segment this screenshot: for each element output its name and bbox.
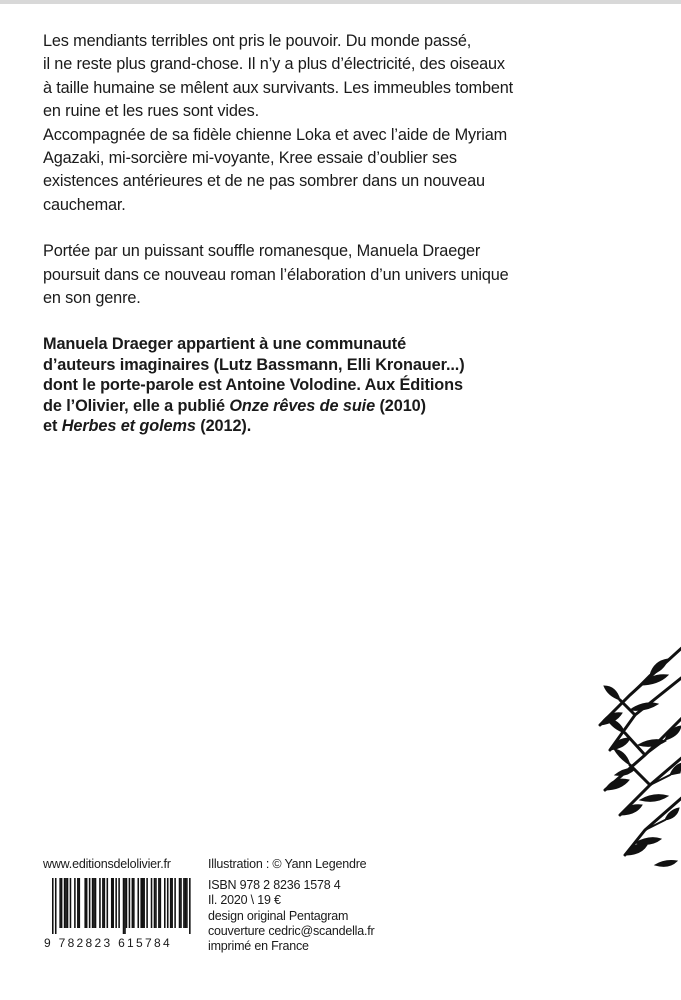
barcode-bar [132, 878, 134, 928]
barcode-bar [151, 878, 153, 928]
barcode-bar [92, 878, 94, 928]
bio-line: Manuela Draeger appartient à une communauté [43, 335, 407, 353]
barcode-bar [137, 878, 139, 928]
barcode-bar [59, 878, 61, 928]
barcode-bar [111, 878, 113, 928]
barcode-bar [74, 878, 76, 928]
tree-illustration [590, 615, 681, 885]
barcode-digits: 9 782823 615784 [44, 936, 172, 950]
barcode-bar [140, 878, 142, 928]
barcode-bar [180, 878, 182, 928]
bio-line-start: de l’Olivier, elle a publié [43, 396, 230, 415]
barcode-bar [129, 878, 131, 928]
barcode-bar [104, 878, 106, 928]
design-credit: design original Pentagram [208, 908, 349, 923]
barcode-bar [61, 878, 63, 928]
barcode-bar [99, 878, 101, 928]
blurb-line: il ne reste plus grand-chose. Il n’y a plus d’électricité, des oiseaux [43, 55, 505, 74]
barcode-bar [124, 878, 126, 934]
author-bio [43, 334, 563, 437]
barcode-bar [171, 878, 173, 928]
barcode-bar [67, 878, 69, 928]
bio-line-start: et [43, 417, 62, 436]
barcode-bar [126, 878, 128, 928]
colophon-credits [208, 857, 375, 954]
barcode-bar [123, 878, 125, 934]
barcode-bar [93, 878, 95, 928]
barcode-bar [174, 878, 176, 928]
back-cover-blurb [43, 30, 573, 310]
blurb-line: poursuit dans ce nouveau roman l’élaboration d’un univers unique [43, 265, 509, 284]
barcode-bar [107, 878, 109, 928]
barcode-bar [79, 878, 81, 928]
blurb-line: en son genre. [43, 289, 141, 308]
barcode-bar [77, 878, 79, 928]
blurb-line: en ruine et les rues sont vides. [43, 102, 260, 121]
book-title-herbes-golems: Herbes et golems [61, 417, 196, 436]
barcode-bar [52, 878, 54, 934]
barcode-bar [146, 878, 148, 928]
barcode-bar [133, 878, 135, 928]
barcode-bar [154, 878, 156, 928]
barcode-bar [167, 878, 169, 928]
barcode-bar [179, 878, 181, 928]
barcode-bar [102, 878, 104, 928]
barcode-bar [64, 878, 66, 928]
blurb-line: Portée par un puissant souffle romanesque, Manuela Draeger [43, 242, 481, 261]
barcode-bar [115, 878, 117, 928]
publisher-website: www.editionsdelolivier.fr [43, 857, 171, 871]
barcode-bar [186, 878, 188, 928]
barcode-bar [155, 878, 157, 928]
blurb-line: existences antérieures et de ne pas sombrer dans un nouveau [43, 172, 485, 191]
bio-line-end: (2012). [195, 417, 252, 436]
barcode-bar [160, 878, 162, 928]
barcode-bar [89, 878, 91, 928]
barcode-bar [189, 878, 191, 934]
blurb-paragraph-1 [43, 30, 573, 217]
barcode-bar [164, 878, 166, 928]
printed-in: imprimé en France [208, 939, 309, 954]
barcode-bar [142, 878, 144, 928]
bio-line: d’auteurs imaginaires (Lutz Bassmann, Elli Kronauer...) [43, 355, 465, 374]
barcode-bar [55, 878, 57, 934]
illustration-price: Il. 2020 \ 19 € [208, 893, 281, 908]
blurb-paragraph-2 [43, 240, 573, 310]
barcode-bar [158, 878, 160, 928]
barcode-bar [70, 878, 72, 928]
barcode-bar [143, 878, 145, 928]
bio-line: dont le porte-parole est Antoine Volodine. Aux Éditions [43, 376, 463, 395]
barcode-bar [183, 878, 185, 928]
barcode-bar [95, 878, 97, 928]
cover-credit: couverture cedric@scandella.fr [208, 923, 375, 938]
blurb-line: Accompagnée de sa fidèle chienne Loka et avec l’aide de Myriam [43, 125, 508, 144]
barcode-bar [112, 878, 114, 928]
barcode-bar [170, 878, 172, 928]
blurb-line: Les mendiants terribles ont pris le pouvoir. Du monde passé, [43, 32, 472, 50]
barcode-bar [185, 878, 187, 928]
top-edge-strip [0, 0, 681, 4]
illustration-credit: Illustration : © Yann Legendre [208, 857, 367, 871]
isbn-text: ISBN 978 2 8236 1578 4 [208, 878, 341, 893]
barcode-bar [84, 878, 86, 928]
barcode-bar [118, 878, 120, 928]
barcode-bar [65, 878, 67, 928]
blurb-line: Agazaki, mi-sorcière mi-voyante, Kree essaie d’oublier ses [43, 149, 457, 168]
isbn-barcode [44, 878, 192, 950]
blurb-line: cauchemar. [43, 195, 126, 214]
barcode-bars [52, 878, 192, 934]
bio-line-end: (2010) [375, 396, 426, 415]
blurb-line: à taille humaine se mêlent aux survivants. Les immeubles tombent [43, 78, 514, 97]
book-title-onze-reves: Onze rêves de suie [229, 396, 376, 415]
barcode-bar [86, 878, 88, 928]
